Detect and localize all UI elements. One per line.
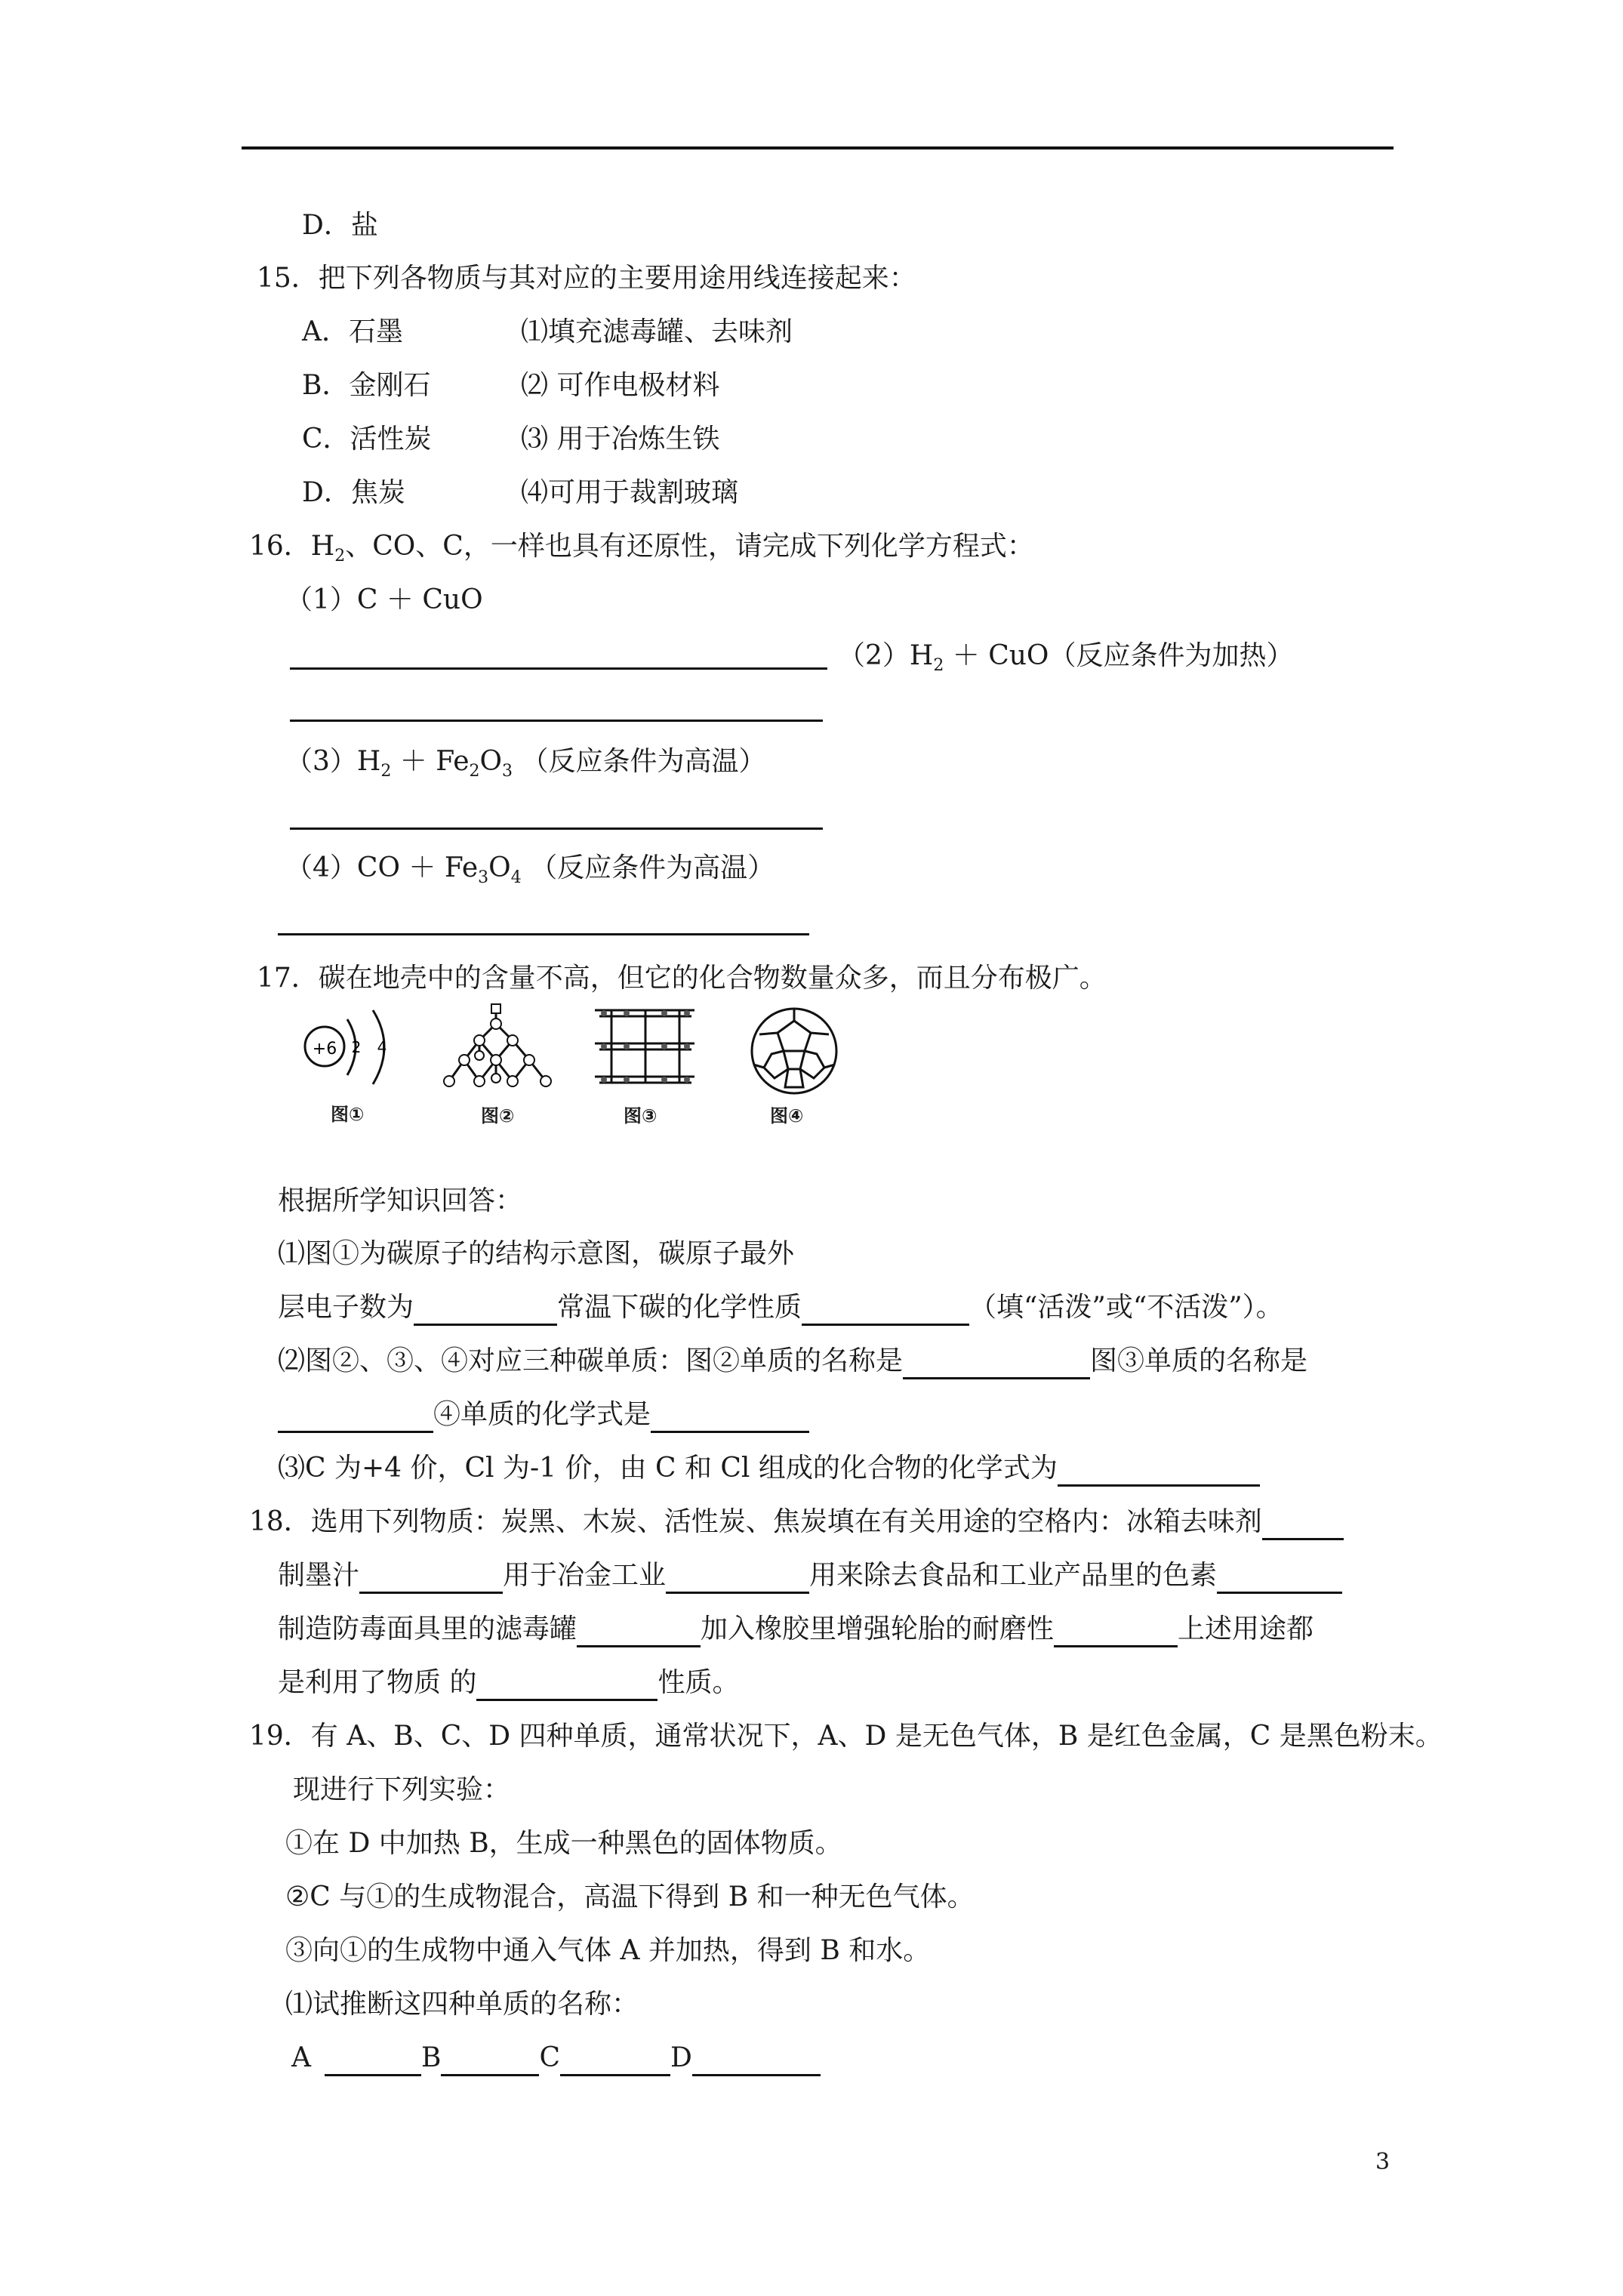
q15-item-4-right: ⑷可用于裁割玻璃 [521,477,739,508]
q15-item-a-left: A．石墨 [302,316,403,347]
diamond-structure-icon [434,1003,562,1101]
q19-stem: 19．有 A、B、C、D 四种单质，通常状况下，A、D 是无色气体，B 是红色金属，C 是黑色粉末。 [249,1721,1443,1752]
q16-part4: $(4)CO + Fe_3O_4$ （反应条件为高温） [285,852,775,887]
q16-part2-answer-line[interactable] [290,720,823,722]
q18-line3: 制造防毒面具里的滤毒罐 加入橡胶里增强轮胎的耐磨性 上述用途都 [278,1611,1313,1647]
q16-stem: 16．$H_2$、CO、C，一样也具有还原性，请完成下列化学方程式： [249,531,1034,566]
header-rule [242,146,1394,149]
q18-gas-mask-blank[interactable] [577,1615,701,1647]
q17-compound-formula-blank[interactable] [1058,1454,1260,1487]
q16-part3-answer-line[interactable] [290,827,823,830]
q19-step2: ②C 与①的生成物混合，高温下得到 B 和一种无色气体。 [285,1881,975,1912]
q18-property-blank[interactable] [476,1669,658,1701]
page-number: 3 [1375,2149,1390,2175]
q15-item-3-right: ⑶ 用于冶炼生铁 [521,424,720,455]
q16-part2: $(2)H_2 + CuO$（反应条件为加热） [838,640,1294,675]
q17-chemical-property-blank[interactable] [802,1293,969,1326]
q17-a2-line2: ④单质的化学式是 [278,1397,809,1433]
q19-sub1: ⑴试推断这四种单质的名称： [285,1989,639,2020]
q18-line4: 是利用了物质 的 性质。 [278,1665,739,1701]
q17-a2-line1: ⑵图②、③、④对应三种碳单质：图②单质的名称是 图③单质的名称是 [278,1343,1307,1379]
q19-c-blank[interactable] [560,2044,670,2076]
q17-figure4-formula-blank[interactable] [651,1401,809,1433]
figure-1-label: 图① [331,1104,365,1125]
q17-figure3-name-blank[interactable] [278,1401,433,1433]
figure-3-label: 图③ [624,1105,658,1126]
q15-stem: 15．把下列各物质与其对应的主要用途用线连接起来： [257,263,916,294]
q17-outer-electrons-blank[interactable] [414,1293,557,1326]
figure-1-atom-diagram [296,1006,409,1125]
q15-item-d-left: D．焦炭 [302,477,405,508]
q18-tire-blank[interactable] [1054,1615,1178,1647]
fullerene-c60-icon [741,1004,847,1102]
q17-a1-line1: ⑴图①为碳原子的结构示意图，碳原子最外 [278,1238,795,1269]
q18-decolorize-blank[interactable] [1217,1561,1342,1594]
q19-a-blank[interactable] [325,2044,421,2076]
q18-line2: 制墨汁 用于冶金工业 用来除去食品和工业产品里的色素 [278,1558,1342,1594]
q17-a1-line2: 层电子数为 常温下碳的化学性质 （填“活泼”或“不活泼”）。 [278,1290,1283,1326]
q19-b-blank[interactable] [441,2044,539,2076]
figure-2-diamond-diagram [434,1003,562,1126]
q15-item-1-right: ⑴填充滤毒罐、去味剂 [521,316,793,347]
q18-fridge-deodorant-blank[interactable] [1262,1508,1344,1540]
q19-line2: 现进行下列实验： [293,1774,511,1805]
q17-a3: ⑶C 为+4 价，Cl 为-1 价，由 C 和 Cl 组成的化合物的化学式为 [278,1450,1260,1487]
q16-part3: $(3)H_2 + Fe_2O_3$ （反应条件为高温） [285,746,766,781]
svg-text:2: 2 [351,1038,362,1056]
carbon-atom-structure-icon [296,1006,409,1104]
q18-ink-blank[interactable] [359,1561,503,1594]
q19-d-blank[interactable] [692,2044,821,2076]
figure-2-label: 图② [481,1105,515,1126]
q18-line1: 18．选用下列物质：炭黑、木炭、活性炭、焦炭填在有关用途的空格内：冰箱去味剂 [249,1504,1344,1540]
q19-answer-row: A B C D [291,2040,821,2076]
figure-3-graphite-diagram [589,1001,702,1126]
q17-intro: 根据所学知识回答： [278,1185,523,1216]
q15-item-b-left: B．金刚石 [302,370,431,401]
q17-stem: 17．碳在地壳中的含量不高，但它的化合物数量众多，而且分布极广。 [257,963,1107,994]
q14-option-d: D．盐 [302,210,378,241]
q19-step1: ①在 D 中加热 B，生成一种黑色的固体物质。 [285,1828,842,1859]
graphite-structure-icon [589,1001,702,1102]
q19-step3: ③向①的生成物中通入气体 A 并加热，得到 B 和水。 [285,1935,931,1966]
figure-4-fullerene-diagram [741,1004,847,1126]
svg-text:+6: +6 [312,1040,337,1059]
svg-text:4: 4 [377,1038,387,1056]
q16-part1: （1）C ＋ CuO [285,584,483,615]
q16-part4-answer-line[interactable] [278,933,809,935]
figure-4-label: 图④ [770,1105,804,1126]
q15-item-2-right: ⑵ 可作电极材料 [521,370,720,401]
q18-metallurgy-blank[interactable] [666,1561,809,1594]
q15-item-c-left: C．活性炭 [302,424,432,455]
q17-figure2-name-blank[interactable] [903,1347,1090,1379]
q16-part1-answer-line[interactable] [290,667,827,670]
